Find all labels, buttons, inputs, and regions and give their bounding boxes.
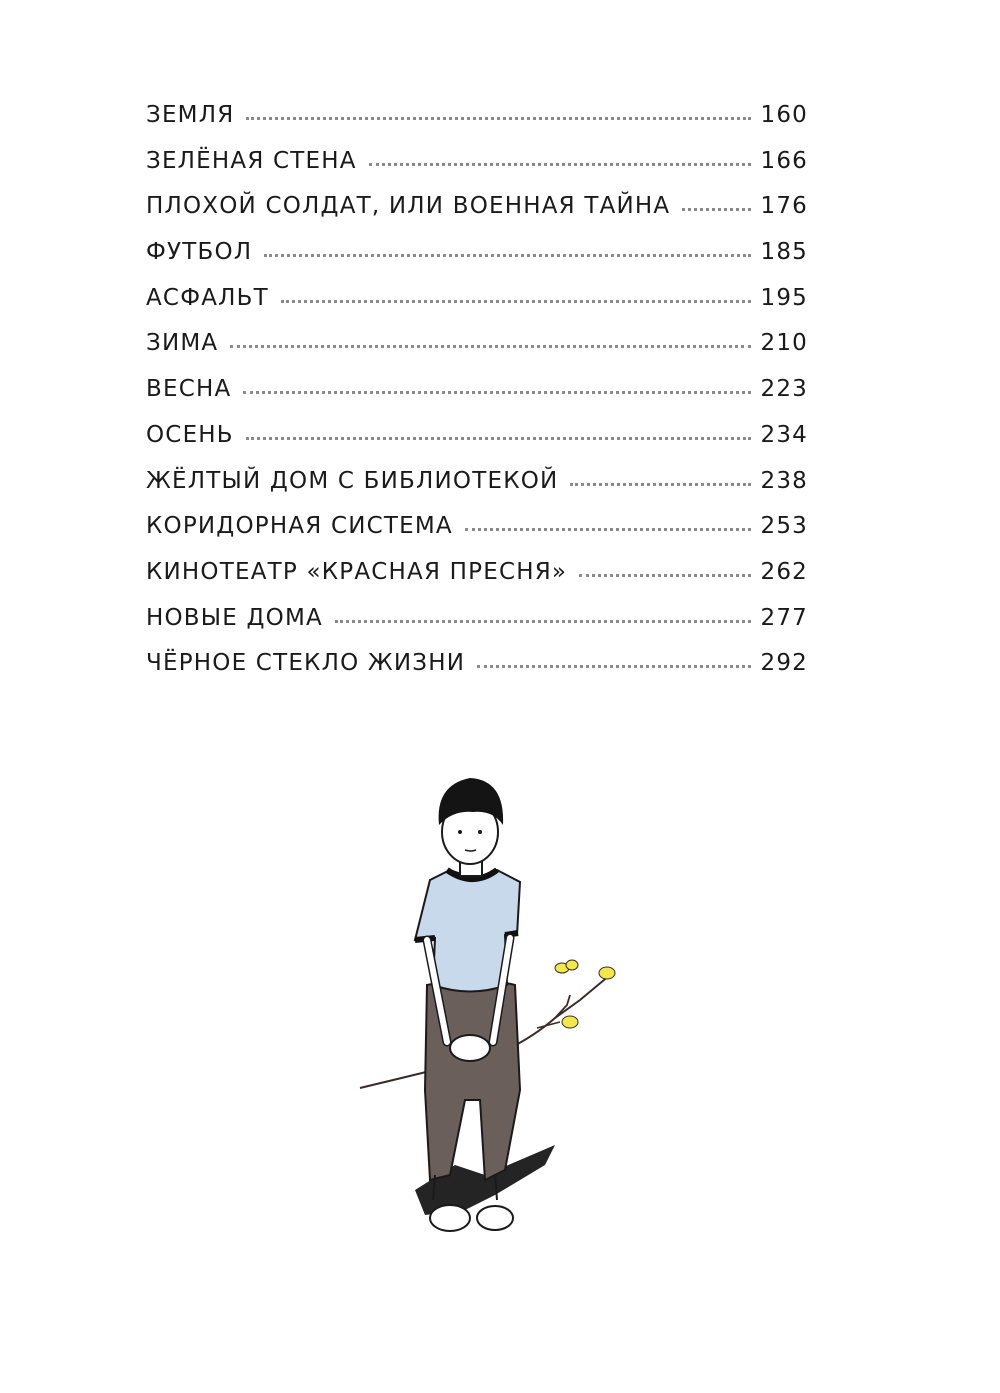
toc-dot-leader — [243, 391, 750, 394]
toc-dot-leader — [477, 665, 750, 668]
toc-entry-page: 223 — [760, 376, 808, 403]
leaf — [566, 960, 578, 970]
toc-entry-page: 166 — [760, 147, 808, 174]
toc-entry-title: ЖЁЛТЫЙ ДОМ С БИБЛИОТЕКОЙ — [146, 467, 559, 494]
toc-entry-title: КОРИДОРНАЯ СИСТЕМА — [146, 513, 453, 540]
toc-entry-title: ЗЕМЛЯ — [146, 102, 235, 128]
toc-entry-title: ВЕСНА — [146, 376, 232, 403]
toc-entry-title: ПЛОХОЙ СОЛДАТ, ИЛИ ВОЕННАЯ ТАЙНА — [146, 193, 671, 220]
toc-dot-leader — [281, 300, 751, 303]
table-of-contents — [146, 102, 808, 696]
toc-entry-page: 160 — [760, 102, 808, 128]
boy-illustration — [355, 770, 625, 1270]
toc-dot-leader — [682, 208, 750, 211]
toc-entry[interactable] — [146, 468, 808, 514]
toc-entry-title: АСФАЛЬТ — [146, 284, 269, 311]
toc-entry[interactable] — [146, 148, 808, 194]
toc-entry-page: 195 — [760, 284, 808, 311]
toc-entry-title: ЗИМА — [146, 330, 219, 357]
toc-entry[interactable] — [146, 513, 808, 559]
toc-entry-page: 262 — [760, 558, 808, 585]
toc-dot-leader — [335, 620, 751, 623]
toc-entry[interactable] — [146, 239, 808, 285]
toc-entry-title: ЧЁРНОЕ СТЕКЛО ЖИЗНИ — [146, 650, 466, 677]
toc-entry[interactable] — [146, 285, 808, 331]
toc-entry[interactable] — [146, 559, 808, 605]
toc-entry[interactable] — [146, 422, 808, 468]
toc-entry[interactable] — [146, 650, 808, 696]
toc-entry-page: 210 — [760, 330, 808, 357]
toc-dot-leader — [246, 437, 751, 440]
toc-entry-page: 292 — [760, 650, 808, 677]
toc-entry-title: КИНОТЕАТР «КРАСНАЯ ПРЕСНЯ» — [146, 558, 568, 585]
toc-dot-leader — [579, 574, 750, 577]
toc-dot-leader — [369, 163, 751, 166]
toc-dot-leader — [465, 528, 751, 531]
toc-entry[interactable] — [146, 193, 808, 239]
toc-dot-leader — [264, 254, 750, 257]
toc-entry[interactable] — [146, 605, 808, 651]
shoe — [430, 1205, 470, 1231]
toc-entry-page: 238 — [760, 467, 808, 494]
shoe — [477, 1206, 513, 1230]
hands — [450, 1035, 490, 1061]
toc-entry-page: 176 — [760, 193, 808, 220]
toc-entry-title: НОВЫЕ ДОМА — [146, 604, 323, 631]
toc-entry-page: 253 — [760, 513, 808, 540]
toc-entry-title: ЗЕЛЁНАЯ СТЕНА — [146, 147, 357, 174]
toc-entry-title: ОСЕНЬ — [146, 421, 234, 448]
toc-entry[interactable] — [146, 102, 808, 148]
toc-dot-leader — [230, 345, 750, 348]
toc-entry[interactable] — [146, 376, 808, 422]
toc-entry-title: ФУТБОЛ — [146, 239, 253, 266]
toc-dot-leader — [246, 117, 750, 120]
leaf — [599, 967, 615, 979]
toc-entry-page: 185 — [760, 239, 808, 266]
leaf — [562, 1016, 578, 1028]
toc-entry-page: 277 — [760, 604, 808, 631]
toc-entry[interactable] — [146, 330, 808, 376]
toc-entry-page: 234 — [760, 421, 808, 448]
toc-dot-leader — [570, 483, 750, 486]
